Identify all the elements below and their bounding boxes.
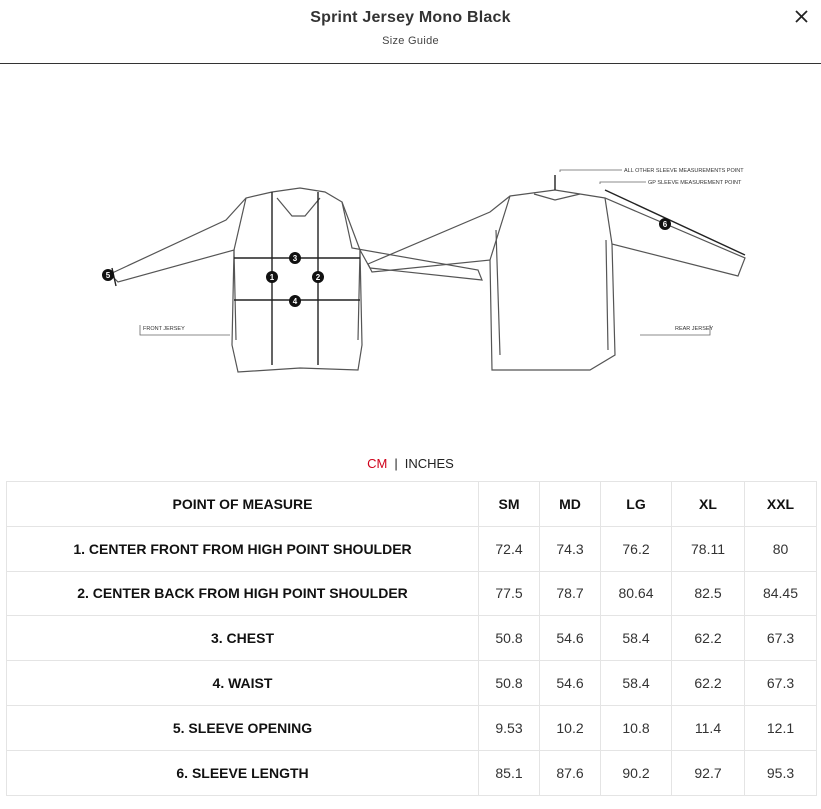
row-label: 6. SLEEVE LENGTH — [7, 750, 479, 795]
rear-jersey-outline — [368, 190, 745, 370]
page-subtitle: Size Guide — [382, 35, 439, 47]
table-row — [7, 750, 817, 795]
front-jersey-label: FRONT JERSEY — [143, 326, 185, 332]
cell-value: 67.3 — [745, 661, 817, 706]
sleeve-note-1: ALL OTHER SLEEVE MEASUREMENTS POINT — [624, 168, 744, 174]
rear-jersey-label: REAR JERSEY — [675, 326, 714, 332]
row-label: 3. CHEST — [7, 616, 479, 661]
marker-1 — [266, 271, 278, 283]
cell-value: 67.3 — [745, 616, 817, 661]
cell-value: 50.8 — [479, 661, 540, 706]
row-label: 5. SLEEVE OPENING — [7, 705, 479, 750]
cell-value: 80.64 — [601, 571, 672, 616]
marker-2 — [312, 271, 324, 283]
row-label: 1. CENTER FRONT FROM HIGH POINT SHOULDER — [7, 526, 479, 571]
table-row — [7, 526, 817, 571]
unit-inches-tab[interactable]: INCHES — [404, 456, 454, 471]
table-row — [7, 705, 817, 750]
row-label: 4. WAIST — [7, 661, 479, 706]
marker-6 — [659, 218, 671, 230]
svg-text:5: 5 — [105, 271, 111, 280]
close-icon[interactable] — [789, 3, 815, 29]
jersey-diagram — [0, 150, 821, 390]
marker-4 — [289, 295, 301, 307]
modal-header — [0, 0, 821, 64]
table-row — [7, 661, 817, 706]
svg-text:4: 4 — [292, 297, 298, 306]
cell-value: 10.2 — [540, 705, 601, 750]
unit-separator: | — [394, 456, 398, 471]
cell-value: 78.11 — [672, 526, 745, 571]
cell-value: 90.2 — [601, 750, 672, 795]
header-md: MD — [540, 482, 601, 527]
cell-value: 58.4 — [601, 661, 672, 706]
svg-text:6: 6 — [662, 220, 668, 229]
cell-value: 85.1 — [479, 750, 540, 795]
svg-text:3: 3 — [292, 254, 298, 263]
cell-value: 12.1 — [745, 705, 817, 750]
size-table — [6, 481, 817, 796]
header-lg: LG — [601, 482, 672, 527]
cell-value: 62.2 — [672, 661, 745, 706]
header-sm: SM — [479, 482, 540, 527]
svg-text:1: 1 — [269, 273, 275, 282]
header-xl: XL — [672, 482, 745, 527]
svg-text:2: 2 — [315, 273, 321, 282]
unit-cm-tab[interactable]: CM — [367, 456, 388, 471]
marker-5 — [102, 269, 114, 281]
cell-value: 62.2 — [672, 616, 745, 661]
table-header-row — [7, 482, 817, 527]
cell-value: 11.4 — [672, 705, 745, 750]
cell-value: 58.4 — [601, 616, 672, 661]
cell-value: 74.3 — [540, 526, 601, 571]
page-title: Sprint Jersey Mono Black — [310, 9, 511, 26]
header-xxl: XXL — [745, 482, 817, 527]
cell-value: 82.5 — [672, 571, 745, 616]
cell-value: 76.2 — [601, 526, 672, 571]
cell-value: 77.5 — [479, 571, 540, 616]
cell-value: 80 — [745, 526, 817, 571]
table-row — [7, 571, 817, 616]
cell-value: 54.6 — [540, 616, 601, 661]
header-point-of-measure: POINT OF MEASURE — [7, 482, 479, 527]
cell-value: 95.3 — [745, 750, 817, 795]
unit-toggle — [0, 456, 821, 471]
row-label: 2. CENTER BACK FROM HIGH POINT SHOULDER — [7, 571, 479, 616]
cell-value: 87.6 — [540, 750, 601, 795]
cell-value: 50.8 — [479, 616, 540, 661]
sleeve-note-2: GP SLEEVE MEASUREMENT POINT — [648, 180, 742, 186]
cell-value: 92.7 — [672, 750, 745, 795]
cell-value: 54.6 — [540, 661, 601, 706]
cell-value: 78.7 — [540, 571, 601, 616]
cell-value: 84.45 — [745, 571, 817, 616]
cell-value: 9.53 — [479, 705, 540, 750]
table-row — [7, 616, 817, 661]
marker-3 — [289, 252, 301, 264]
cell-value: 10.8 — [601, 705, 672, 750]
cell-value: 72.4 — [479, 526, 540, 571]
